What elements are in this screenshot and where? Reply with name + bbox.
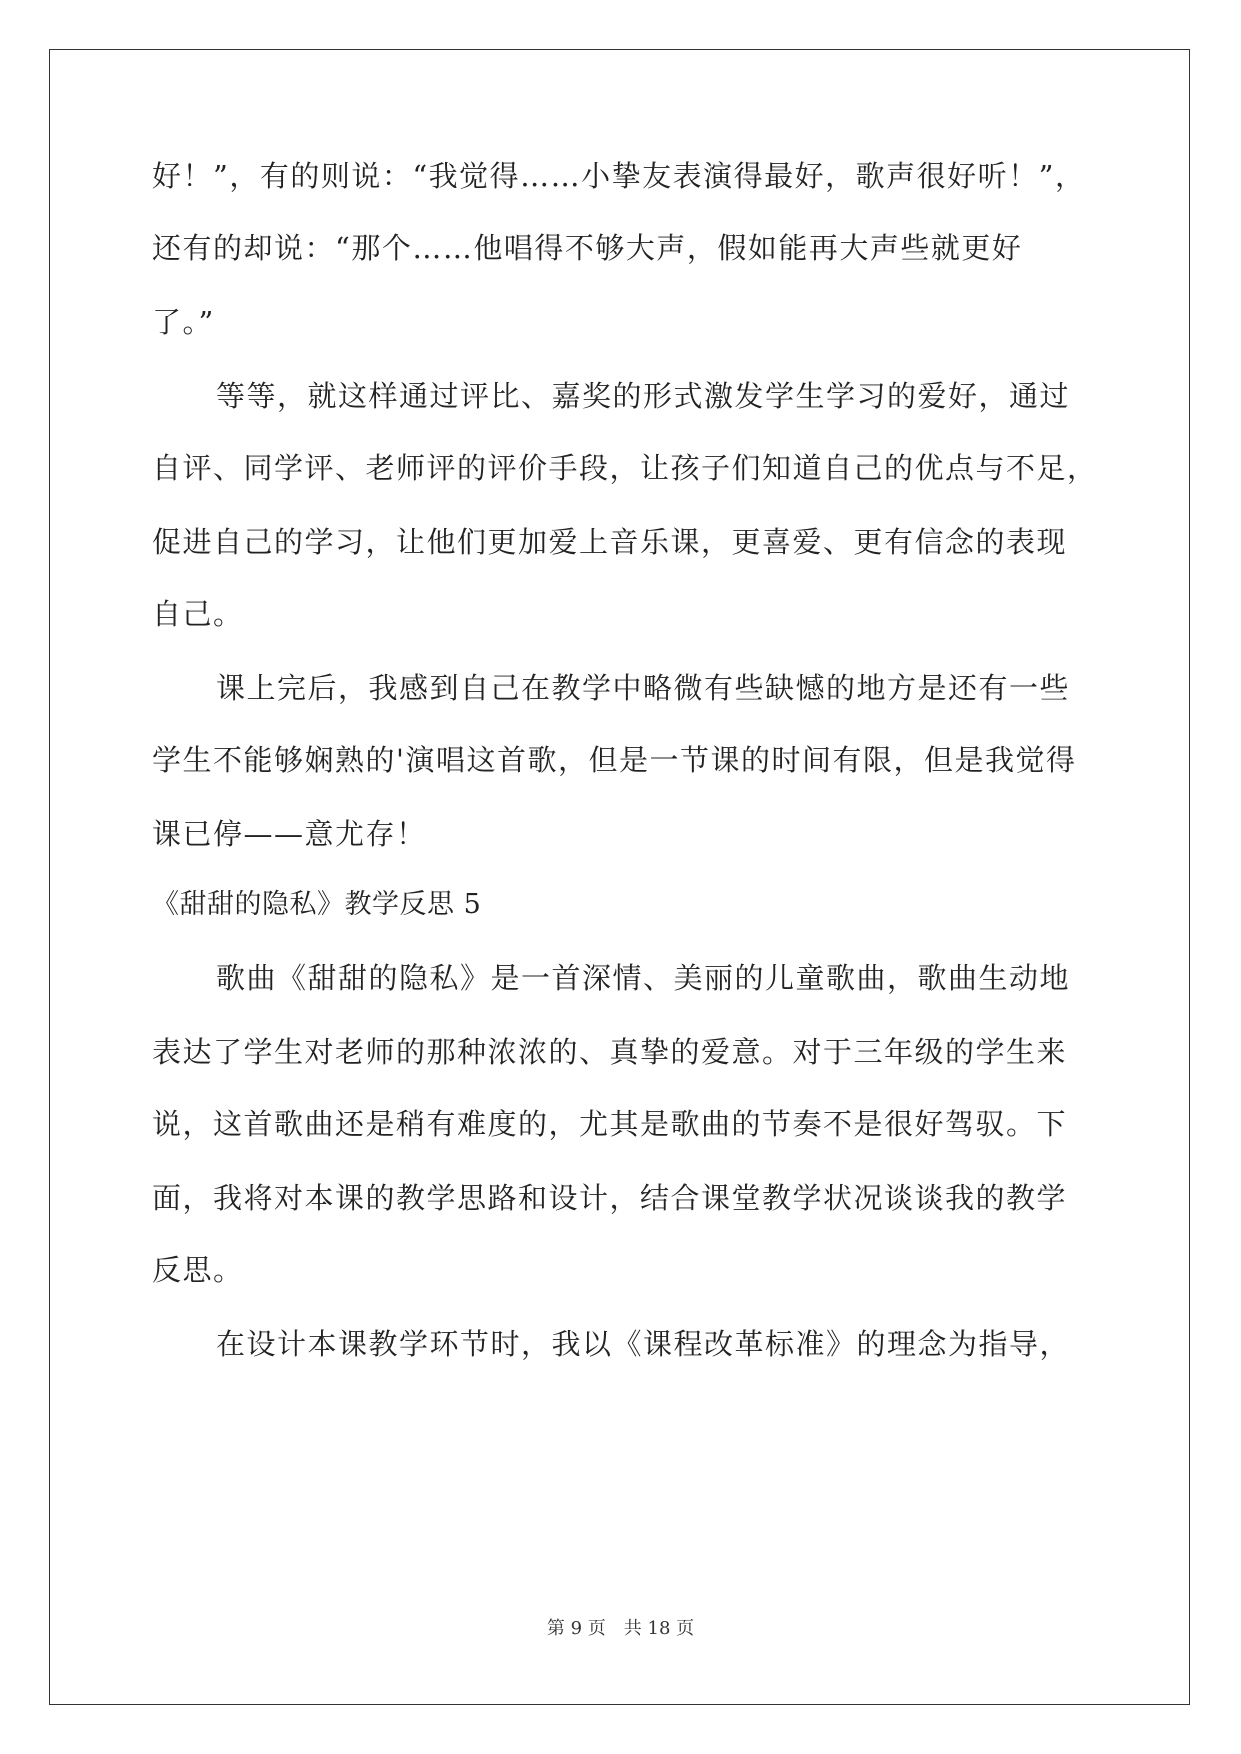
text-line: 课已停——意尤存！ <box>152 817 427 851</box>
page-number-footer: 第 9 页 共 18 页 <box>546 1618 695 1639</box>
paragraph-start-line: 在设计本课教学环节时，我以《课程改革标准》的理念为指导， <box>216 1327 1071 1361</box>
text-line: 学生不能够娴熟的'演唱这首歌，但是一节课的时间有限，但是我觉得 <box>152 743 1077 777</box>
text-line: 反思。 <box>152 1253 244 1287</box>
text-line: 自己。 <box>152 597 244 631</box>
text-line: 促进自己的学习，让他们更加爱上音乐课，更喜爱、更有信念的表现 <box>152 525 1068 559</box>
text-line: 好！”，有的则说：“我觉得……小挚友表演得最好，歌声很好听！”， <box>152 159 1086 193</box>
text-line: 还有的却说：“那个……他唱得不够大声，假如能再大声些就更好 <box>152 231 1023 265</box>
text-line: 面，我将对本课的教学思路和设计，结合课堂教学状况谈谈我的教学 <box>152 1181 1068 1215</box>
text-line: 自评、同学评、老师评的评价手段，让孩子们知道自己的优点与不足， <box>152 451 1098 485</box>
paragraph-start-line: 课上完后，我感到自己在教学中略微有些缺憾的地方是还有一些 <box>216 671 1071 705</box>
paragraph-start-line: 歌曲《甜甜的隐私》是一首深情、美丽的儿童歌曲，歌曲生动地 <box>216 961 1071 995</box>
text-line: 表达了学生对老师的那种浓浓的、真挚的爱意。对于三年级的学生来 <box>152 1035 1068 1069</box>
page-border <box>49 49 1190 1705</box>
section-heading: 《甜甜的隐私》教学反思 5 <box>152 889 482 920</box>
text-line: 了。” <box>152 305 215 339</box>
text-line: 说，这首歌曲还是稍有难度的，尤其是歌曲的节奏不是很好驾驭。下 <box>152 1107 1068 1141</box>
paragraph-start-line: 等等，就这样通过评比、嘉奖的形式激发学生学习的爱好，通过 <box>216 379 1071 413</box>
